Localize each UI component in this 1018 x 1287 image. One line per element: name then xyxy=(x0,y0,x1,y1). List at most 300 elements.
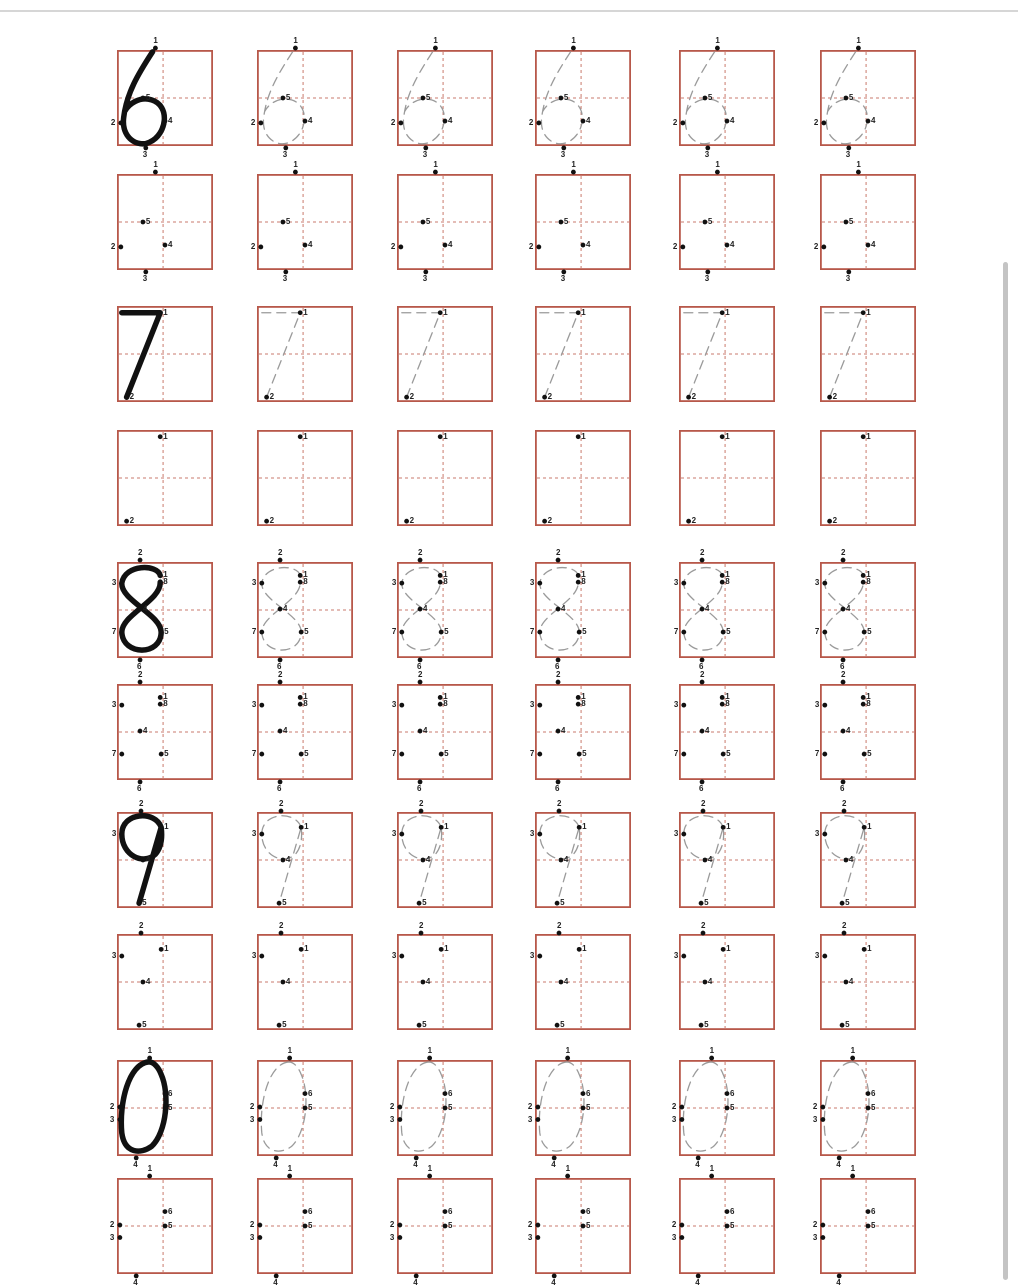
stroke-point-dot xyxy=(721,825,726,830)
stroke-point-dot xyxy=(861,695,866,700)
stroke-point-dot xyxy=(298,695,303,700)
stroke-point-dot xyxy=(418,607,423,612)
trace-cell-6 xyxy=(250,36,353,159)
stroke-point-dot xyxy=(138,558,143,563)
stroke-order-label: 6 xyxy=(555,661,560,671)
stroke-order-label: 5 xyxy=(145,217,151,226)
dashed-trace-stroke[interactable] xyxy=(262,313,300,397)
stroke-order-label: 3 xyxy=(527,1232,533,1242)
stroke-point-dot xyxy=(443,1209,448,1214)
stroke-point-dot xyxy=(418,729,423,734)
stroke-point-dot xyxy=(844,220,849,225)
stroke-order-label: 1 xyxy=(164,944,169,954)
stroke-point-dot xyxy=(576,702,581,707)
stroke-order-label: 2 xyxy=(138,548,143,558)
cell-drawing xyxy=(820,430,916,526)
stroke-order-label: 3 xyxy=(111,829,117,839)
stroke-order-label: 1 xyxy=(443,307,448,317)
trace-cell-8 xyxy=(673,548,775,671)
stroke-order-label: 2 xyxy=(841,670,846,680)
cell-drawing xyxy=(397,50,493,146)
trace-cell-6 xyxy=(672,36,775,159)
stroke-point-dot xyxy=(576,310,581,315)
stroke-point-dot xyxy=(438,434,443,439)
stroke-order-label: 5 xyxy=(422,1020,427,1030)
stroke-point-dot xyxy=(118,121,123,126)
cell-drawing xyxy=(679,1060,775,1156)
stroke-point-dot xyxy=(419,809,424,814)
stroke-order-label: 7 xyxy=(391,627,397,637)
stroke-order-label: 5 xyxy=(871,1221,876,1230)
stroke-order-label: 7 xyxy=(529,749,535,759)
trace-cell-7 xyxy=(257,306,353,402)
cell-drawing xyxy=(117,1178,213,1274)
stroke-point-dot xyxy=(542,519,547,524)
stroke-point-dot xyxy=(841,680,846,685)
stroke-point-dot xyxy=(443,1091,448,1096)
dashed-trace-stroke[interactable] xyxy=(683,1062,728,1151)
cell-drawing xyxy=(397,430,493,526)
dots-cell-8 xyxy=(391,670,493,793)
stroke-order-label: 2 xyxy=(418,670,423,680)
stroke-order-label: 4 xyxy=(143,726,148,736)
stroke-order-label: 5 xyxy=(586,1103,591,1112)
stroke-order-label: 3 xyxy=(529,578,535,588)
stroke-point-dot xyxy=(421,220,426,225)
stroke-point-dot xyxy=(850,1056,855,1061)
stroke-order-label: 2 xyxy=(389,1102,395,1112)
stroke-point-dot xyxy=(850,1174,855,1179)
stroke-order-label: 6 xyxy=(586,1088,591,1098)
stroke-point-dot xyxy=(119,703,124,708)
stroke-point-dot xyxy=(537,954,542,959)
stroke-order-label: 7 xyxy=(111,749,117,759)
stroke-order-label: 2 xyxy=(557,799,562,809)
stroke-order-label: 1 xyxy=(565,1164,571,1174)
stroke-order-label: 1 xyxy=(867,822,872,832)
cell-drawing xyxy=(257,306,353,402)
stroke-order-label: 3 xyxy=(704,149,710,159)
stroke-order-label: 2 xyxy=(109,1220,115,1230)
dots-cell-8 xyxy=(814,670,916,793)
stroke-point-dot xyxy=(679,1117,684,1122)
stroke-order-label: 4 xyxy=(425,977,431,986)
stroke-order-label: 6 xyxy=(840,783,845,793)
stroke-order-label: 7 xyxy=(529,627,535,637)
stroke-point-dot xyxy=(537,832,542,837)
stroke-point-dot xyxy=(577,752,582,757)
stroke-order-label: 5 xyxy=(448,1221,453,1230)
stroke-order-label: 2 xyxy=(528,241,534,251)
stroke-order-label: 2 xyxy=(813,117,819,127)
stroke-order-label: 3 xyxy=(529,700,535,710)
stroke-point-dot xyxy=(303,1091,308,1096)
stroke-order-label: 6 xyxy=(308,1206,313,1216)
stroke-order-label: 5 xyxy=(448,1103,453,1112)
stroke-order-label: 4 xyxy=(705,604,710,614)
stroke-point-dot xyxy=(861,573,866,578)
stroke-point-dot xyxy=(259,703,264,708)
stroke-order-label: 6 xyxy=(699,661,704,671)
stroke-point-dot xyxy=(537,630,542,635)
stroke-order-label: 5 xyxy=(168,1103,173,1112)
stroke-point-dot xyxy=(866,1106,871,1111)
stroke-order-label: 6 xyxy=(137,661,142,671)
trace-cell-9 xyxy=(529,799,631,908)
stroke-point-dot xyxy=(699,901,704,906)
stroke-order-label: 2 xyxy=(419,799,424,809)
stroke-point-dot xyxy=(399,630,404,635)
stroke-point-dot xyxy=(427,1056,432,1061)
cell-drawing xyxy=(820,50,916,146)
stroke-point-dot xyxy=(535,1223,540,1228)
stroke-order-label: 1 xyxy=(163,570,168,580)
stroke-order-label: 8 xyxy=(581,699,586,709)
stroke-point-dot xyxy=(257,1105,262,1110)
cell-drawing xyxy=(535,1178,631,1274)
stroke-point-dot xyxy=(581,1209,586,1214)
stroke-point-dot xyxy=(281,980,286,985)
stroke-order-label: 1 xyxy=(303,570,308,580)
stroke-point-dot xyxy=(841,729,846,734)
trace-cell-7 xyxy=(535,306,631,402)
stroke-point-dot xyxy=(399,832,404,837)
stroke-order-label: 2 xyxy=(418,548,423,558)
stroke-point-dot xyxy=(259,832,264,837)
stroke-order-label: 1 xyxy=(581,307,586,317)
stroke-point-dot xyxy=(861,580,866,585)
stroke-order-label: 6 xyxy=(448,1206,453,1216)
stroke-order-label: 2 xyxy=(250,241,256,251)
trace-cell-7 xyxy=(820,306,916,402)
trace-cell-0 xyxy=(527,1046,631,1169)
dots-cell-8 xyxy=(111,670,213,793)
dots-cell-9 xyxy=(111,921,213,1030)
cell-drawing xyxy=(397,1178,493,1274)
stroke-order-label: 2 xyxy=(139,921,144,931)
stroke-point-dot xyxy=(418,558,423,563)
stroke-order-label: 4 xyxy=(273,1277,278,1287)
scrollbar[interactable] xyxy=(1001,262,1010,1280)
stroke-order-label: 5 xyxy=(285,217,291,226)
stroke-order-label: 2 xyxy=(279,799,284,809)
stroke-order-label: 1 xyxy=(581,692,586,702)
stroke-point-dot xyxy=(556,607,561,612)
stroke-point-dot xyxy=(117,1117,122,1122)
stroke-order-label: 1 xyxy=(163,431,168,441)
stroke-order-label: 3 xyxy=(249,1232,255,1242)
stroke-order-label: 5 xyxy=(304,749,309,759)
stroke-order-label: 3 xyxy=(673,951,679,961)
stroke-point-dot xyxy=(299,752,304,757)
cell-drawing xyxy=(397,306,493,402)
stroke-order-label: 2 xyxy=(842,799,847,809)
stroke-order-label: 2 xyxy=(557,921,562,931)
stroke-order-label: 5 xyxy=(867,627,872,637)
stroke-point-dot xyxy=(398,121,403,126)
trace-cell-9 xyxy=(673,799,775,908)
model-digit-cell-8 xyxy=(111,548,213,671)
stroke-order-label: 4 xyxy=(563,855,569,864)
stroke-point-dot xyxy=(720,702,725,707)
stroke-point-dot xyxy=(397,1235,402,1240)
dots-cell-8 xyxy=(529,670,631,793)
dashed-trace-stroke[interactable] xyxy=(401,1062,446,1151)
stroke-order-label: 7 xyxy=(673,627,679,637)
cell-drawing xyxy=(535,174,631,270)
stroke-point-dot xyxy=(153,46,158,51)
stroke-order-label: 4 xyxy=(846,726,851,736)
stroke-point-dot xyxy=(158,702,163,707)
stroke-point-dot xyxy=(141,980,146,985)
stroke-point-dot xyxy=(820,1117,825,1122)
stroke-point-dot xyxy=(277,901,282,906)
stroke-point-dot xyxy=(537,752,542,757)
dots-cell-6 xyxy=(813,160,916,283)
stroke-point-dot xyxy=(841,558,846,563)
stroke-point-dot xyxy=(443,1224,448,1229)
stroke-order-label: 1 xyxy=(427,1046,433,1056)
stroke-order-label: 5 xyxy=(726,749,731,759)
stroke-point-dot xyxy=(399,954,404,959)
stroke-order-label: 1 xyxy=(304,944,309,954)
stroke-order-label: 5 xyxy=(168,1221,173,1230)
dashed-trace-stroke[interactable] xyxy=(261,1062,306,1151)
stroke-order-label: 6 xyxy=(277,661,282,671)
stroke-order-label: 4 xyxy=(695,1277,700,1287)
stroke-order-label: 1 xyxy=(164,822,169,832)
stroke-point-dot xyxy=(117,1105,122,1110)
stroke-order-label: 3 xyxy=(391,951,397,961)
stroke-order-label: 2 xyxy=(528,117,534,127)
stroke-order-label: 4 xyxy=(425,855,431,864)
trace-cell-9 xyxy=(391,799,493,908)
dashed-trace-stroke[interactable] xyxy=(825,313,863,397)
stroke-order-label: 1 xyxy=(443,570,448,580)
stroke-order-label: 4 xyxy=(846,604,851,614)
stroke-point-dot xyxy=(862,752,867,757)
stroke-order-label: 1 xyxy=(304,822,309,832)
stroke-point-dot xyxy=(298,580,303,585)
stroke-point-dot xyxy=(576,580,581,585)
stroke-point-dot xyxy=(557,809,562,814)
dots-cell-6 xyxy=(672,160,775,283)
stroke-order-label: 4 xyxy=(145,977,151,986)
stroke-order-label: 5 xyxy=(845,898,850,908)
stroke-order-label: 4 xyxy=(563,977,569,986)
stroke-order-label: 5 xyxy=(282,1020,287,1030)
dashed-trace-stroke[interactable] xyxy=(539,1062,584,1151)
stroke-point-dot xyxy=(725,1106,730,1111)
stroke-point-dot xyxy=(720,434,725,439)
stroke-point-dot xyxy=(827,519,832,524)
stroke-point-dot xyxy=(862,630,867,635)
stroke-order-label: 3 xyxy=(812,1232,818,1242)
stroke-order-label: 2 xyxy=(701,921,706,931)
stroke-order-label: 3 xyxy=(251,829,257,839)
stroke-order-label: 2 xyxy=(390,117,396,127)
stroke-point-dot xyxy=(703,980,708,985)
stroke-point-dot xyxy=(844,858,849,863)
stroke-order-label: 3 xyxy=(529,951,535,961)
stroke-order-label: 5 xyxy=(867,749,872,759)
cell-drawing xyxy=(117,50,213,146)
stroke-order-label: 3 xyxy=(704,273,710,283)
stroke-point-dot xyxy=(404,519,409,524)
stroke-point-dot xyxy=(257,1223,262,1228)
stroke-order-label: 3 xyxy=(142,273,148,283)
stroke-order-label: 4 xyxy=(730,116,735,126)
stroke-order-label: 1 xyxy=(303,431,308,441)
stroke-order-label: 5 xyxy=(560,898,565,908)
stroke-order-label: 4 xyxy=(283,604,288,614)
stroke-order-label: 4 xyxy=(413,1277,418,1287)
stroke-order-label: 7 xyxy=(111,627,117,637)
stroke-point-dot xyxy=(555,1023,560,1028)
dots-cell-0 xyxy=(812,1164,916,1287)
trace-cell-0 xyxy=(812,1046,916,1169)
stroke-order-label: 2 xyxy=(527,1220,533,1230)
stroke-order-label: 5 xyxy=(282,898,287,908)
dots-cell-7 xyxy=(535,430,631,526)
stroke-order-label: 5 xyxy=(582,627,587,637)
stroke-point-dot xyxy=(138,607,143,612)
dashed-trace-stroke[interactable] xyxy=(824,1062,869,1151)
stroke-point-dot xyxy=(686,519,691,524)
stroke-point-dot xyxy=(581,1106,586,1111)
stroke-point-dot xyxy=(258,245,263,250)
stroke-point-dot xyxy=(571,170,576,175)
stroke-point-dot xyxy=(556,729,561,734)
stroke-order-label: 7 xyxy=(814,749,820,759)
stroke-order-label: 2 xyxy=(556,548,561,558)
stroke-order-label: 2 xyxy=(547,392,553,402)
stroke-order-label: 4 xyxy=(168,240,173,250)
scrollbar-thumb[interactable] xyxy=(1003,262,1008,1280)
stroke-point-dot xyxy=(278,680,283,685)
cell-drawing xyxy=(257,430,353,526)
stroke-order-label: 3 xyxy=(142,149,148,159)
stroke-order-label: 1 xyxy=(856,36,861,46)
stroke-point-dot xyxy=(721,947,726,952)
stroke-point-dot xyxy=(822,703,827,708)
stroke-point-dot xyxy=(259,752,264,757)
stroke-point-dot xyxy=(258,121,263,126)
stroke-point-dot xyxy=(117,1223,122,1228)
stroke-order-label: 3 xyxy=(282,273,288,283)
stroke-order-label: 1 xyxy=(725,431,730,441)
stroke-point-dot xyxy=(138,729,143,734)
stroke-order-label: 3 xyxy=(673,829,679,839)
stroke-point-dot xyxy=(822,752,827,757)
stroke-order-label: 1 xyxy=(867,944,872,954)
stroke-point-dot xyxy=(535,1105,540,1110)
stroke-point-dot xyxy=(303,119,308,124)
stroke-point-dot xyxy=(577,630,582,635)
stroke-order-label: 2 xyxy=(691,516,697,526)
stroke-order-label: 2 xyxy=(139,799,144,809)
stroke-order-label: 8 xyxy=(443,699,448,709)
stroke-point-dot xyxy=(158,573,163,578)
stroke-point-dot xyxy=(404,395,409,400)
stroke-point-dot xyxy=(137,1023,142,1028)
stroke-point-dot xyxy=(720,310,725,315)
stroke-order-label: 3 xyxy=(249,1114,255,1124)
stroke-order-label: 5 xyxy=(586,1221,591,1230)
stroke-point-dot xyxy=(257,1235,262,1240)
stroke-order-label: 3 xyxy=(391,829,397,839)
stroke-point-dot xyxy=(840,1023,845,1028)
stroke-order-label: 6 xyxy=(417,783,422,793)
stroke-order-label: 8 xyxy=(581,577,586,587)
cell-drawing xyxy=(257,174,353,270)
stroke-point-dot xyxy=(147,1174,152,1179)
model-digit-cell-0 xyxy=(109,1046,213,1169)
stroke-order-label: 1 xyxy=(443,692,448,702)
stroke-point-dot xyxy=(537,581,542,586)
dots-cell-7 xyxy=(397,430,493,526)
stroke-order-label: 3 xyxy=(391,578,397,588)
stroke-point-dot xyxy=(399,752,404,757)
stroke-order-label: 3 xyxy=(814,700,820,710)
stroke-point-dot xyxy=(443,119,448,124)
stroke-point-dot xyxy=(535,1117,540,1122)
stroke-point-dot xyxy=(421,858,426,863)
stroke-order-label: 4 xyxy=(413,1159,418,1169)
stroke-order-label: 4 xyxy=(168,116,173,126)
dots-cell-9 xyxy=(814,921,916,1030)
stroke-order-label: 5 xyxy=(730,1103,735,1112)
stroke-order-label: 2 xyxy=(813,241,819,251)
stroke-order-label: 5 xyxy=(425,93,431,102)
stroke-point-dot xyxy=(279,931,284,936)
stroke-order-label: 3 xyxy=(560,273,566,283)
stroke-point-dot xyxy=(861,702,866,707)
stroke-order-label: 5 xyxy=(308,1103,313,1112)
stroke-point-dot xyxy=(841,607,846,612)
stroke-point-dot xyxy=(576,434,581,439)
dashed-trace-stroke[interactable] xyxy=(684,313,722,397)
stroke-order-label: 4 xyxy=(551,1277,556,1287)
stroke-order-label: 1 xyxy=(293,36,298,46)
dashed-trace-stroke[interactable] xyxy=(540,313,578,397)
stroke-point-dot xyxy=(119,581,124,586)
dots-cell-0 xyxy=(671,1164,775,1287)
stroke-order-label: 7 xyxy=(251,749,257,759)
stroke-point-dot xyxy=(124,519,129,524)
stroke-point-dot xyxy=(725,1209,730,1214)
stroke-point-dot xyxy=(822,581,827,586)
stroke-order-label: 1 xyxy=(866,307,871,317)
dots-cell-6 xyxy=(110,160,213,283)
stroke-point-dot xyxy=(159,825,164,830)
dots-cell-0 xyxy=(109,1164,213,1287)
stroke-point-dot xyxy=(537,703,542,708)
stroke-order-label: 4 xyxy=(423,604,428,614)
stroke-order-label: 1 xyxy=(443,431,448,441)
dashed-trace-stroke[interactable] xyxy=(402,313,440,397)
stroke-order-label: 6 xyxy=(586,1206,591,1216)
cell-drawing xyxy=(535,1060,631,1156)
stroke-point-dot xyxy=(822,954,827,959)
stroke-order-label: 1 xyxy=(866,570,871,580)
stroke-point-dot xyxy=(844,96,849,101)
stroke-point-dot xyxy=(398,245,403,250)
stroke-order-label: 6 xyxy=(308,1088,313,1098)
stroke-order-label: 2 xyxy=(389,1220,395,1230)
cell-drawing xyxy=(397,174,493,270)
stroke-order-label: 5 xyxy=(871,1103,876,1112)
